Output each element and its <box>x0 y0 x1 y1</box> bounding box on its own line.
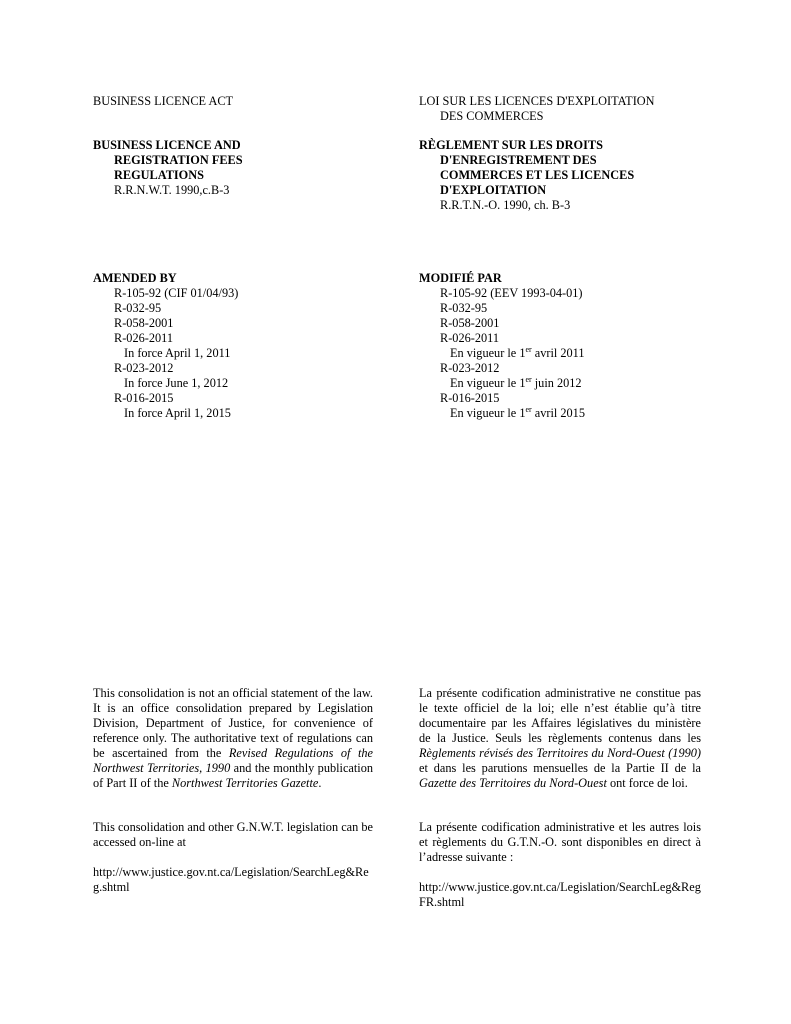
amended-by-heading: AMENDED BY <box>93 271 177 285</box>
act-title-fr <box>419 94 701 124</box>
legislation-url-link-fr[interactable]: http://www.justice.gov.nt.ca/Legislation/SearchLeg&RegFR.shtml <box>419 880 701 909</box>
amendment-in-force-note: In force April 1, 2011 <box>124 346 231 360</box>
amendment-in-force-note: In force April 1, 2015 <box>124 406 231 420</box>
amendment-ref: R-016-2015 <box>114 391 174 405</box>
amendment-in-force-note: En vigueur le 1er juin 2012 <box>450 375 582 390</box>
notice-italic-title: Règlements révisés des Territoires du Nord-Ouest (1990) <box>419 746 701 760</box>
notice-text: and the monthly publication of Part II of the <box>93 761 373 790</box>
notice-text: et dans les parutions mensuelles de la Partie II de la <box>419 761 701 775</box>
online-access-notice-fr: La présente codification administrative et les autres lois et règlements du G.T.N.-O. sont disponibles en direct à l’adresse suivante : <box>419 820 701 864</box>
amendment-list <box>93 286 238 421</box>
regulation-title <box>93 138 373 183</box>
amendment-in-force-note: In force June 1, 2012 <box>124 376 229 390</box>
amendment-ref: R-058-2001 <box>440 316 500 330</box>
regulation-title-line: D'ENREGISTREMENT DES <box>440 153 597 167</box>
regulation-title-line: BUSINESS LICENCE AND <box>93 138 241 152</box>
amendment-ref: R-105-92 (EEV 1993-04-01) <box>440 286 583 300</box>
act-title <box>93 94 373 109</box>
online-access-notice: This consolidation and other G.N.W.T. legislation can be accessed on-line at <box>93 820 373 849</box>
regulation-title-line: RÈGLEMENT SUR LES DROITS <box>419 138 603 152</box>
act-title-line: LOI SUR LES LICENCES D'EXPLOITATION <box>419 94 655 108</box>
amendment-in-force-note: En vigueur le 1er avril 2011 <box>450 345 585 360</box>
amendment-in-force-note: En vigueur le 1er avril 2015 <box>450 405 585 420</box>
notice-text: La présente codification administrative ne constitue pas le texte officiel de la loi; elle n’est établie qu’à titre documentaire par les Affaires législatives du ministère de la Justice. Seuls les règlements contenus dans les <box>419 686 701 745</box>
regulation-title-line: REGULATIONS <box>114 168 204 182</box>
consolidation-notice-fr <box>419 686 701 791</box>
regulation-title-line: REGISTRATION FEES <box>114 153 243 167</box>
amendment-ref: R-032-95 <box>440 301 488 315</box>
amendment-ref: R-023-2012 <box>440 361 500 375</box>
consolidation-notice <box>93 686 373 791</box>
notice-text: This consolidation is not an official statement of the law. It is an office consolidation prepared by Legislation Division, Department of Justice, for convenience of reference only. The authoritative text of regulations can be ascertained from the <box>93 686 373 760</box>
notice-text: . <box>318 776 322 790</box>
act-title-text: BUSINESS LICENCE ACT <box>93 94 234 108</box>
amended-by-heading-fr: MODIFIÉ PAR <box>419 271 502 285</box>
act-title-line: DES COMMERCES <box>440 109 544 123</box>
amendment-ref: R-016-2015 <box>440 391 500 405</box>
amendment-ref: R-023-2012 <box>114 361 174 375</box>
notice-italic-title: Northwest Territories Gazette <box>171 776 319 790</box>
legislation-url-link[interactable]: http://www.justice.gov.nt.ca/Legislation/SearchLeg&Reg.shtml <box>93 865 369 894</box>
regulation-title-line: COMMERCES ET LES LICENCES <box>440 168 635 182</box>
regulation-title-line: D'EXPLOITATION <box>440 183 547 197</box>
amendment-ref: R-026-2011 <box>114 331 173 345</box>
notice-italic-title: Gazette des Territoires du Nord-Ouest <box>419 776 607 790</box>
notice-text: ont force de loi. <box>606 776 688 790</box>
amendment-ref: R-026-2011 <box>440 331 499 345</box>
regulation-citation-fr: R.R.T.N.-O. 1990, ch. B-3 <box>440 198 571 212</box>
amendment-ref: R-105-92 (CIF 01/04/93) <box>114 286 239 300</box>
regulation-title-fr <box>419 138 701 198</box>
regulation-citation: R.R.N.W.T. 1990,c.B-3 <box>114 183 230 197</box>
amendment-ref: R-032-95 <box>114 301 162 315</box>
amendment-list-fr <box>419 286 585 421</box>
notice-italic-title: Revised Regulations of the Northwest Territories, 1990 <box>93 746 373 775</box>
amendment-ref: R-058-2001 <box>114 316 174 330</box>
